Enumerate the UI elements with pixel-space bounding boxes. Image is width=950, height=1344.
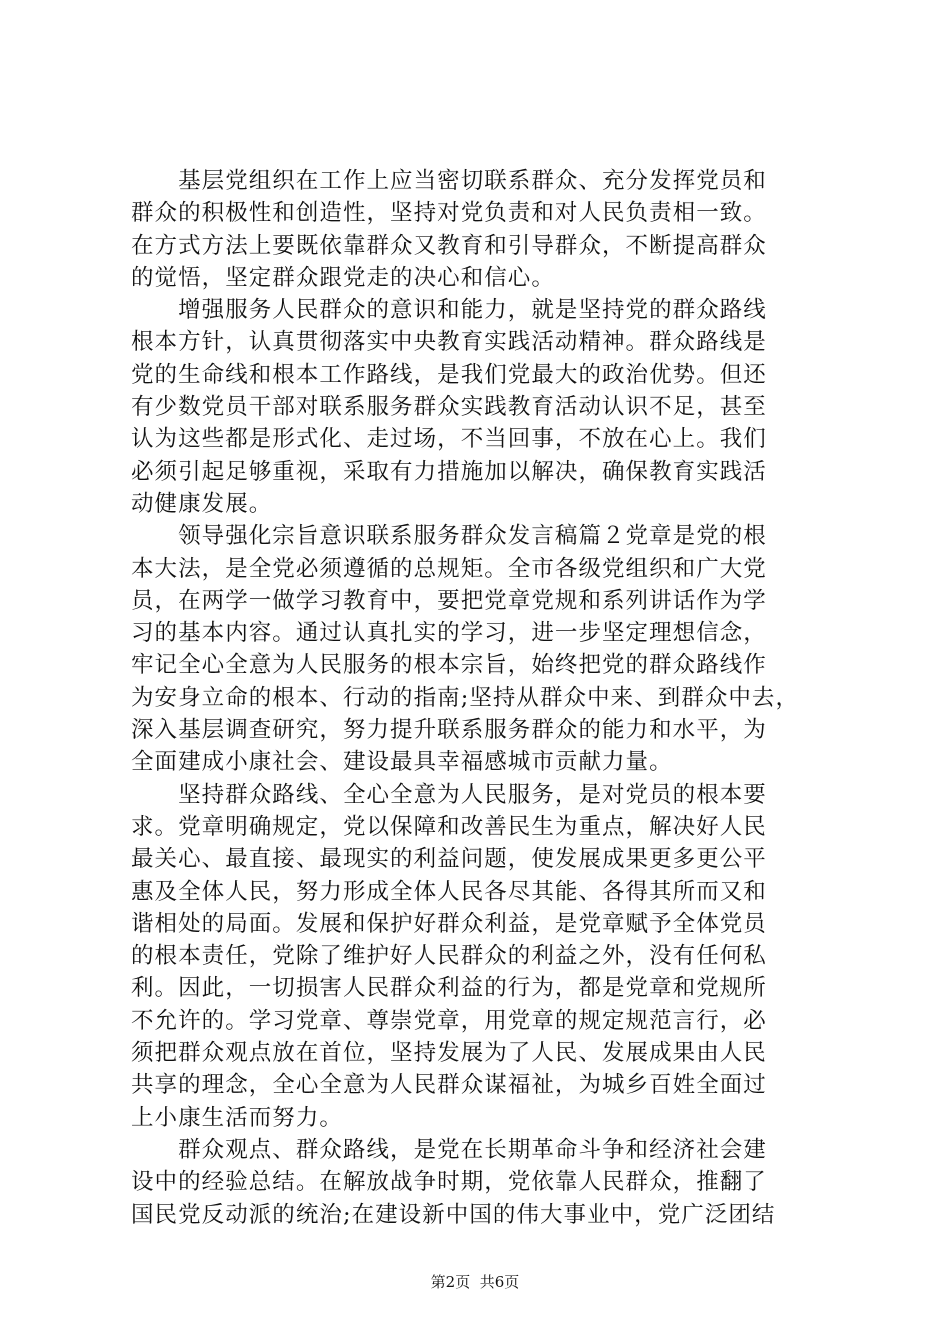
- text-line: 求。党章明确规定，党以保障和改善民生为重点，解决好人民: [131, 813, 767, 840]
- text-line: 群众的积极性和创造性，坚持对党负责和对人民负责相一致。: [131, 200, 767, 227]
- current-page-label: 第2页: [430, 1273, 471, 1291]
- text-line: 有少数党员干部对联系服务群众实践教育活动认识不足，甚至: [131, 394, 767, 421]
- text-line: 最关心、最直接、最现实的利益问题，使发展成果更多更公平: [131, 846, 767, 873]
- text-line: 根本方针，认真贯彻落实中央教育实践活动精神。群众路线是: [131, 329, 767, 356]
- document-body: [131, 165, 831, 1231]
- text-line: 动健康发展。: [131, 490, 273, 517]
- text-line: 群众观点、群众路线，是党在长期革命斗争和经济社会建: [131, 1136, 767, 1163]
- text-line: 基层党组织在工作上应当密切联系群众、充分发挥党员和: [131, 168, 767, 194]
- text-line: 的觉悟，坚定群众跟党走的决心和信心。: [131, 264, 555, 291]
- text-line: 领导强化宗旨意识联系服务群众发言稿篇２党章是党的根: [131, 523, 767, 550]
- text-line: 谐相处的局面。发展和保护好群众利益，是党章赋予全体党员: [131, 910, 767, 937]
- text-line: 本大法，是全党必须遵循的总规矩。全市各级党组织和广大党: [131, 555, 767, 582]
- text-line: 共享的理念，全心全意为人民群众谋福祉，为城乡百姓全面过: [131, 1072, 767, 1099]
- text-line: 设中的经验总结。在解放战争时期，党依靠人民群众，推翻了: [131, 1169, 767, 1196]
- text-line: 党的生命线和根本工作路线，是我们党最大的政治优势。但还: [131, 361, 767, 388]
- text-line: 习的基本内容。通过认真扎实的学习，进一步坚定理想信念，: [131, 620, 767, 647]
- text-line: 为安身立命的根本、行动的指南;坚持从群众中来、到群众中去，: [131, 684, 800, 711]
- total-pages-label: 共6页: [479, 1273, 520, 1291]
- page-footer: [0, 1272, 950, 1292]
- text-line: 国民党反动派的统治;在建设新中国的伟大事业中，党广泛团结: [131, 1201, 776, 1228]
- text-line: 全面建成小康社会、建设最具幸福感城市贡献力量。: [131, 749, 673, 776]
- text-line: 必须引起足够重视，采取有力措施加以解决，确保教育实践活: [131, 458, 767, 485]
- text-line: 认为这些都是形式化、走过场，不当回事，不放在心上。我们: [131, 426, 767, 453]
- text-line: 不允许的。学习党章、尊崇党章，用党章的规定规范言行，必: [131, 1007, 767, 1034]
- text-line: 坚持群众路线、全心全意为人民服务，是对党员的根本要: [131, 781, 767, 808]
- text-line: 须把群众观点放在首位，坚持发展为了人民、发展成果由人民: [131, 1040, 767, 1067]
- text-line: 惠及全体人民，努力形成全体人民各尽其能、各得其所而又和: [131, 878, 767, 905]
- text-line: 增强服务人民群众的意识和能力，就是坚持党的群众路线: [131, 297, 767, 324]
- text-line: 深入基层调查研究，努力提升联系服务群众的能力和水平，为: [131, 717, 767, 744]
- text-line: 在方式方法上要既依靠群众又教育和引导群众，不断提高群众: [131, 232, 767, 259]
- text-line: 员，在两学一做学习教育中，要把党章党规和系列讲话作为学: [131, 587, 767, 614]
- text-line: 上小康生活而努力。: [131, 1104, 343, 1131]
- text-line: 牢记全心全意为人民服务的根本宗旨，始终把党的群众路线作: [131, 652, 767, 679]
- text-line: 的根本责任，党除了维护好人民群众的利益之外，没有任何私: [131, 943, 767, 970]
- text-line: 利。因此，一切损害人民群众利益的行为，都是党章和党规所: [131, 975, 767, 1002]
